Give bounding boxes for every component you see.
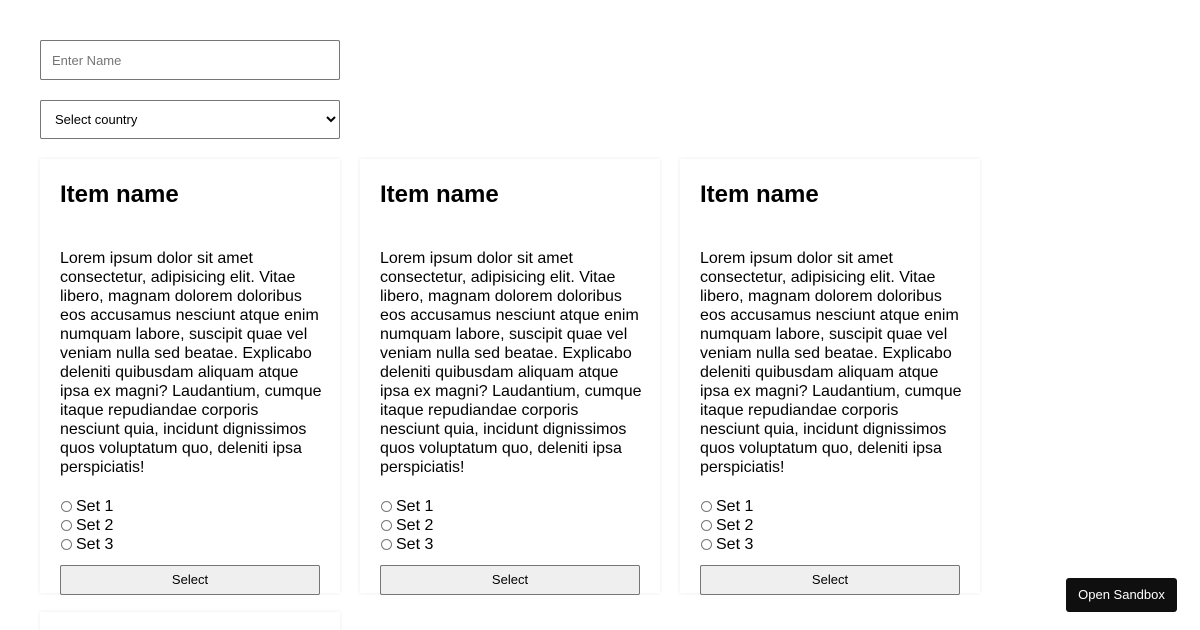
select-button[interactable]: Select (380, 565, 640, 595)
set-option[interactable] (60, 516, 320, 535)
item-card (680, 159, 980, 593)
set-option-label: Set 3 (76, 535, 114, 553)
set-options (60, 497, 320, 554)
item-description: Lorem ipsum dolor sit amet consectetur, adipisicing elit. Vitae libero, magnam dolorem doloribus eos accusamus nesciunt atque enim numquam labore, suscipit quae vel veniam nulla sed beatae. Explicabo deleniti quibusdam aliquam atque ipsa ex magni? Laudantium, cumque itaque repudiandae corporis nesciunt quia, incidunt dignissimos quos voluptatum quo, deleniti ipsa perspiciatis! (60, 250, 322, 476)
set-option[interactable] (700, 535, 960, 554)
radio-button[interactable] (701, 501, 712, 512)
item-description: Lorem ipsum dolor sit amet consectetur, adipisicing elit. Vitae libero, magnam dolorem doloribus eos accusamus nesciunt atque enim numquam labore, suscipit quae vel veniam nulla sed beatae. Explicabo deleniti quibusdam aliquam atque ipsa ex magni? Laudantium, cumque itaque repudiandae corporis nesciunt quia, incidunt dignissimos quos voluptatum quo, deleniti ipsa perspiciatis! (380, 250, 642, 476)
radio-button[interactable] (61, 501, 72, 512)
set-option[interactable] (700, 516, 960, 535)
set-option[interactable] (380, 535, 640, 554)
item-title: Item name (60, 181, 179, 208)
set-option-label: Set 1 (76, 497, 114, 515)
radio-button[interactable] (701, 520, 712, 531)
select-button[interactable]: Select (700, 565, 960, 595)
name-input[interactable] (40, 40, 340, 80)
item-card (360, 159, 660, 593)
set-option[interactable] (60, 497, 320, 516)
set-option-label: Set 2 (76, 516, 114, 534)
set-options (380, 497, 640, 554)
item-title: Item name (380, 181, 499, 208)
open-sandbox-button[interactable]: Open Sandbox (1066, 578, 1177, 612)
set-options (700, 497, 960, 554)
set-option-label: Set 3 (716, 535, 754, 553)
radio-button[interactable] (381, 501, 392, 512)
radio-button[interactable] (701, 539, 712, 550)
set-option[interactable] (380, 516, 640, 535)
select-button[interactable]: Select (60, 565, 320, 595)
radio-button[interactable] (381, 539, 392, 550)
radio-button[interactable] (381, 520, 392, 531)
radio-button[interactable] (61, 539, 72, 550)
set-option-label: Set 1 (716, 497, 754, 515)
radio-button[interactable] (61, 520, 72, 531)
item-card (40, 612, 340, 630)
item-title: Item name (700, 181, 819, 208)
country-select[interactable] (40, 100, 340, 139)
set-option[interactable] (60, 535, 320, 554)
item-description: Lorem ipsum dolor sit amet consectetur, adipisicing elit. Vitae libero, magnam dolorem doloribus eos accusamus nesciunt atque enim numquam labore, suscipit quae vel veniam nulla sed beatae. Explicabo deleniti quibusdam aliquam atque ipsa ex magni? Laudantium, cumque itaque repudiandae corporis nesciunt quia, incidunt dignissimos quos voluptatum quo, deleniti ipsa perspiciatis! (700, 250, 962, 476)
set-option[interactable] (380, 497, 640, 516)
set-option-label: Set 2 (716, 516, 754, 534)
item-card (40, 159, 340, 593)
set-option-label: Set 3 (396, 535, 434, 553)
set-option[interactable] (700, 497, 960, 516)
set-option-label: Set 1 (396, 497, 434, 515)
set-option-label: Set 2 (396, 516, 434, 534)
